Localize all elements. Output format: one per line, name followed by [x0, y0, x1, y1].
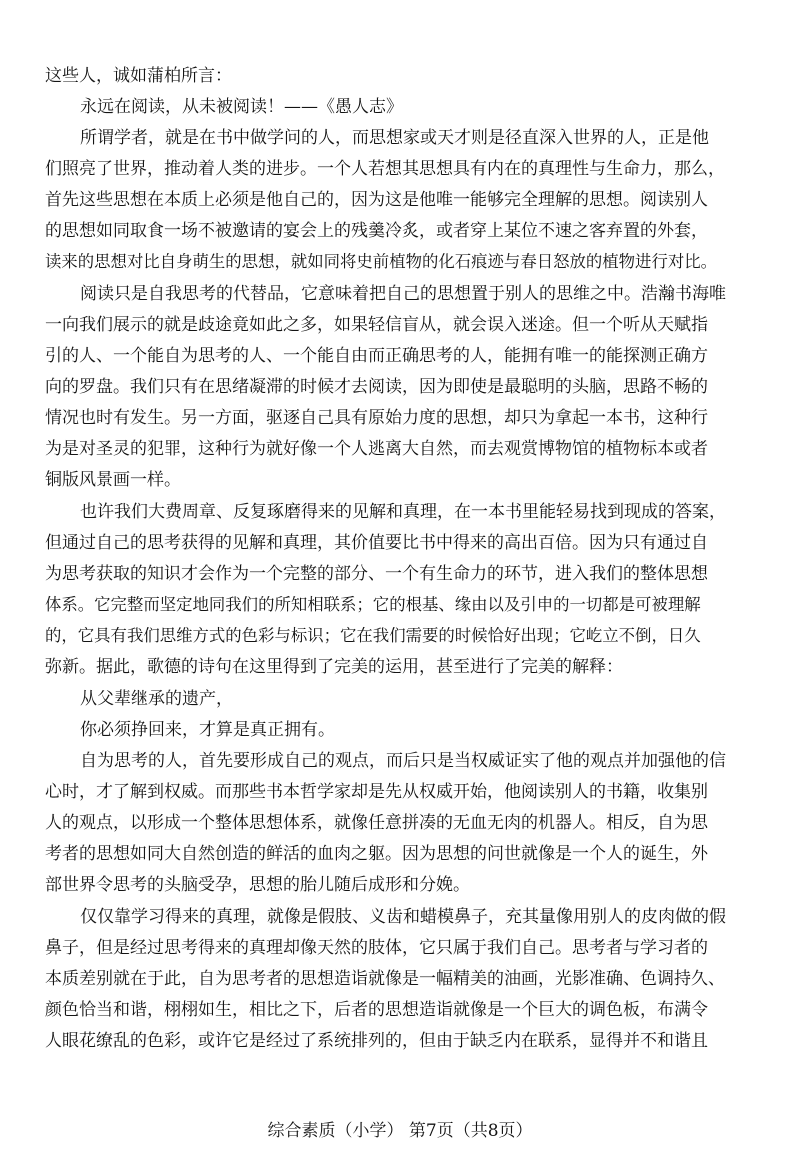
text-line: 们照亮了世界，推动着人类的进步。一个人若想其思想具有内在的真理性与生命力，那么， [45, 159, 725, 179]
text-line: 你必须挣回来，才算是真正拥有。 [80, 720, 335, 740]
text-line: 一向我们展示的就是歧途竟如此之多，如果轻信盲从，就会误入迷途。但一个听从天赋指 [45, 315, 708, 335]
text-line: 弥新。据此，歌德的诗句在这里得到了完美的运用，甚至进行了完美的解释： [45, 657, 623, 677]
text-line: 体系。它完整而坚定地同我们的所知相联系；它的根基、缘由以及引申的一切都是可被理解 [45, 595, 701, 614]
text-line: 所谓学者，就是在书中做学问的人，而思想家或天才则是径直深入世界的人，正是他 [80, 128, 709, 148]
text-line: 考者的思想如同大自然创造的鲜活的血肉之躯。因为思想的问世就像是一个人的诞生，外 [45, 844, 708, 864]
text-line: 人的观点，以形成一个整体思想体系，就像任意拼凑的无血无肉的机器人。相反，自为思 [45, 813, 708, 833]
text-line: 本质差别就在于此，自为思考者的思想造诣就像是一幅精美的油画，光影准确、色调持久、 [45, 969, 725, 989]
text-line: 心时，才了解到权威。而那些书本哲学家却是先从权威开始，他阅读别人的书籍，收集别 [45, 782, 708, 802]
text-line: 的思想如同取食一场不被邀请的宴会上的残羹冷炙，或者穿上某位不速之客弃置的外套， [45, 221, 708, 241]
text-line: 阅读只是自我思考的代替品，它意味着把自己的思想置于别人的思维之中。浩瀚书海唯 [80, 284, 726, 304]
text-line: 从父辈继承的遗产， [80, 689, 233, 709]
text-line: 仅仅靠学习得来的真理，就像是假肢、义齿和蜡模鼻子，充其量像用别人的皮肉做的假 [80, 907, 726, 927]
page-footer: 综合素质（小学） 第7页（共8页） [267, 1121, 533, 1141]
text-line: 但通过自己的思考获得的见解和真理，其价值要比书中得来的高出百倍。因为只有通过自 [45, 533, 708, 553]
text-line: 颜色恰当和谐，栩栩如生，相比之下，后者的思想造诣就像是一个巨大的调色板，布满令 [45, 1000, 708, 1020]
text-line: 读来的思想对比自身萌生的思想，就如同将史前植物的化石痕迹与春日怒放的植物进行对比。 [45, 252, 718, 271]
text-line: 鼻子，但是经过思考得来的真理却像天然的肢体，它只属于我们自己。思考者与学习者的 [45, 938, 708, 958]
text-line: 为是对圣灵的犯罪，这种行为就好像一个人逃离大自然，而去观赏博物馆的植物标本或者 [45, 439, 708, 459]
text-line: 人眼花缭乱的色彩，或许它是经过了系统排列的，但由于缺乏内在联系，显得并不和谐且 [45, 1031, 708, 1051]
text-line: 首先这些思想在本质上必须是他自己的，因为这是他唯一能够完全理解的思想。阅读别人 [45, 190, 708, 210]
text-line: 向的罗盘。我们只有在思绪凝滞的时候才去阅读，因为即使是最聪明的头脑，思路不畅的 [45, 377, 708, 397]
text-line: 这些人，诚如蒲柏所言： [45, 66, 232, 86]
text-line: 自为思考的人，首先要形成自己的观点，而后只是当权威证实了他的观点并加强他的信 [80, 751, 726, 771]
text-line: 部世界令思考的头脑受孕，思想的胎儿随后成形和分娩。 [45, 875, 470, 895]
text-line: 的，它具有我们思维方式的色彩与标识；它在我们需要的时候恰好出现；它屹立不倒，日久 [45, 626, 701, 645]
text-line: 永远在阅读，从未被阅读！——《愚人志》 [80, 97, 403, 117]
text-line: 也许我们大费周章、反复琢磨得来的见解和真理，在一本书里能轻易找到现成的答案， [80, 502, 726, 522]
text-line: 为思考获取的知识才会作为一个完整的部分、一个有生命力的环节，进入我们的整体思想 [45, 564, 708, 584]
text-line: 引的人、一个能自为思考的人、一个能自由而正确思考的人，能拥有唯一的能探测正确方 [45, 346, 708, 366]
text-line: 铜版风景画一样。 [45, 470, 181, 490]
text-line: 情况也时有发生。另一方面，驱逐自己具有原始力度的思想，却只为拿起一本书，这种行 [45, 408, 708, 428]
